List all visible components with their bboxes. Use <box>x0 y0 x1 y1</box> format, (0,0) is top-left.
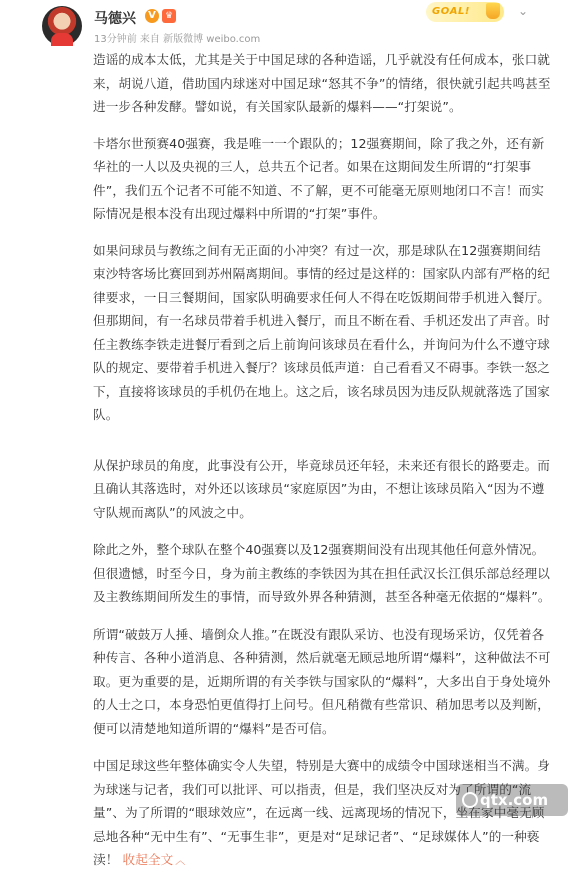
goal-card-badge[interactable] <box>426 2 504 22</box>
trophy-icon <box>486 3 500 19</box>
vip-badge-icon: ♛ <box>162 9 176 23</box>
post-paragraph-text: 中国足球这些年整体确实令人失望，特别是大赛中的成绩令中国球迷相当不满。身为球迷与记者，我们可以批评、可以指责，但是，我们坚决反对为了所谓的“流量”、为了所谓的“眼球效应”，在远离一线、远离现场的情况下，坐在家中毫无顾忌地各种“无中生有”、“无事生非”，更是对“足球记者”、“足球媒体人”的一种亵渎！ <box>93 758 550 867</box>
post-paragraph: 造谣的成本太低，尤其是关于中国足球的各种造谣，几乎就没有任何成本，张口就来，胡说八道，借助国内球迷对中国足球“怒其不争”的情绪，很快就引起共鸣甚至进一步各种发酵。譬如说，有关国家队最新的爆料——“打架说”。 <box>93 52 551 114</box>
watermark-logo-icon <box>462 792 478 808</box>
collapse-label: 收起全文 <box>122 852 174 867</box>
goal-badge-label: GOAL! <box>432 6 470 17</box>
collapse-full-text-link[interactable] <box>123 852 186 867</box>
post-paragraph: 如果问球员与教练之间有无正面的小冲突？有过一次，那是球队在12强赛期间结束沙特客场比赛回到苏州隔离期间。事情的经过是这样的：国家队内部有严格的纪律要求，一日三餐期间，国家队明确要求任何人不得在吃饭期间带手机进入餐厅。但那期间，有一名球员带着手机进入餐厅，而且不断在看、手机还发出了声音。时任主教练李铁走进餐厅看到之后上前询问该球员在看什么，并询问为什么不遵守球队的规定、要带着手机进入餐厅？该球员低声道：自己看看又不碍事。李铁一怒之下，直接将该球员的手机仍在地上。这之后，该名球员因为违反队规就落选了国家队。 <box>93 242 550 422</box>
verified-badge-icon: V <box>145 9 159 23</box>
watermark-text: qtx.com <box>480 791 549 809</box>
post-paragraph: 除此之外，整个球队在整个40强赛以及12强赛期间没有出现其他任何意外情况。但很遗憾，时至今日，身为前主教练的李铁因为其在担任武汉长江俱乐部总经理以及主教练期间所发生的事情，而导致外界各种猜测，甚至各种毫无依据的“爆料”。 <box>93 542 551 604</box>
chevron-up-icon: ︿ <box>175 856 186 867</box>
post-paragraph: 所谓“破鼓万人捶、墙倒众人推。”在既没有跟队采访、也没有现场采访，仅凭着各种传言、各种小道消息、各种猜测，然后就毫无顾忌地所谓“爆料”，这种做法不可取。更为重要的是，近期所谓的有关李铁与国家队的“爆料”，大多出自于身处境外的人士之口，本身恐怕更值得打上问号。但凡稍微有些常识、稍加思考以及判断，便可以清楚地知道所谓的“爆料”是否可信。 <box>93 626 551 736</box>
avatar[interactable] <box>42 6 82 46</box>
post-paragraph: 从保护球员的角度，此事没有公开，毕竟球员还年轻，未来还有很长的路要走。而且确认其落选时，对外还以该球员“家庭原因”为由，不想让该球员陷入“因为不遵守队规而离队”的风波之中。 <box>93 457 550 520</box>
author-name[interactable]: 马德兴 <box>94 11 136 27</box>
chevron-down-icon[interactable]: ⌄ <box>517 4 529 18</box>
post-meta: 13分钟前 来自 新版微博 weibo.com <box>94 34 261 45</box>
site-watermark <box>456 784 568 816</box>
post-paragraph: 卡塔尔世预赛40强赛，我是唯一一个跟队的；12强赛期间，除了我之外，还有新华社的一人以及央视的三人，总共五个记者。如果在这期间发生所谓的“打架事件”，我们五个记者不可能不知道、不了解，更不可能毫无原则地闭口不言！而实际情况是根本没有出现过爆料中所谓的“打架”事件。 <box>93 135 545 221</box>
post-body <box>93 48 553 874</box>
post-header <box>0 0 569 48</box>
